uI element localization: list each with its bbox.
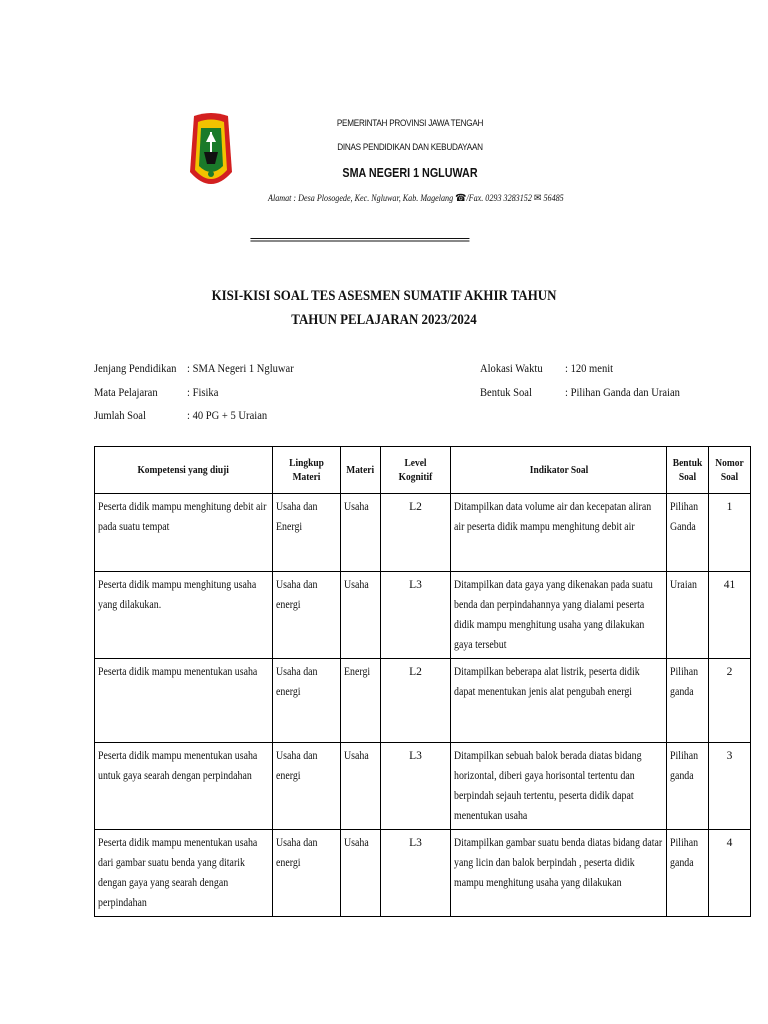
address-text: Alamat : Desa Plosogede, Kec. Ngluwar, Kab. Magelang — [268, 193, 454, 203]
mapel-label: Mata Pelajaran — [94, 385, 158, 399]
cell-kompetensi: Peserta didik mampu menghitung usaha yang dilakukan. — [95, 572, 273, 659]
alokasi-label: Alokasi Waktu — [480, 361, 543, 375]
mail-icon: ✉ — [533, 193, 542, 204]
cell-kompetensi: Peserta didik mampu menentukan usaha dari gambar suatu benda yang ditarik dengan gaya yang searah dengan perpindahan — [95, 830, 273, 917]
cell-materi: Energi — [341, 659, 381, 743]
table-row — [95, 494, 751, 572]
cell-kompetensi: Peserta didik mampu menentukan usaha untuk gaya searah dengan perpindahan — [95, 743, 273, 830]
jumlah-label: Jumlah Soal — [94, 408, 146, 422]
table-row — [95, 659, 751, 743]
provincial-emblem-icon — [186, 112, 236, 196]
header-level-kognitif: Level Kognitif — [381, 447, 451, 494]
cell-materi: Usaha — [341, 830, 381, 917]
cell-level: L2 — [381, 659, 451, 743]
kisi-kisi-table — [94, 446, 751, 917]
document-title: KISI-KISI SOAL TES ASESMEN SUMATIF AKHIR TAHUN — [211, 288, 557, 304]
cell-nomor: 2 — [709, 659, 751, 743]
cell-indikator: Ditampilkan beberapa alat listrik, peserta didik dapat menentukan jenis alat pengubah energi — [451, 659, 667, 743]
cell-lingkup: Usaha dan energi — [273, 830, 341, 917]
cell-nomor: 41 — [709, 572, 751, 659]
table-row — [95, 830, 751, 917]
cell-lingkup: Usaha dan Energi — [273, 494, 341, 572]
cell-bentuk: Pilihan Ganda — [667, 494, 709, 572]
header-kompetensi: Kompetensi yang diuji — [95, 447, 273, 494]
cell-bentuk: Uraian — [667, 572, 709, 659]
header-lingkup-materi: Lingkup Materi — [273, 447, 341, 494]
cell-level: L3 — [381, 572, 451, 659]
bentuk-value: : Pilihan Ganda dan Uraian — [565, 385, 680, 399]
phone-text: /Fax. 0293 3283152 — [466, 193, 532, 203]
cell-lingkup: Usaha dan energi — [273, 659, 341, 743]
cell-materi: Usaha — [341, 743, 381, 830]
cell-indikator: Ditampilkan data volume air dan kecepatan aliran air peserta didik mampu menghitung debit air — [451, 494, 667, 572]
cell-bentuk: Pilihan ganda — [667, 659, 709, 743]
cell-nomor: 1 — [709, 494, 751, 572]
school-name: SMA NEGERI 1 NGLUWAR — [342, 166, 478, 180]
jenjang-label: Jenjang Pendidikan — [94, 361, 177, 375]
jumlah-value: : 40 PG + 5 Uraian — [187, 408, 268, 422]
cell-nomor: 4 — [709, 830, 751, 917]
header-materi: Materi — [341, 447, 381, 494]
cell-indikator: Ditampilkan data gaya yang dikenakan pada suatu benda dan perpindahannya yang dialami peserta didik mampu menghitung usaha yang dilakukan gaya tersebut — [451, 572, 667, 659]
phone-icon: ☎ — [455, 193, 467, 204]
cell-lingkup: Usaha dan energi — [273, 572, 341, 659]
cell-level: L3 — [381, 743, 451, 830]
department-line: DINAS PENDIDIKAN DAN KEBUDAYAAN — [337, 142, 483, 153]
cell-kompetensi: Peserta didik mampu menentukan usaha — [95, 659, 273, 743]
cell-indikator: Ditampilkan gambar suatu benda diatas bidang datar yang licin dan balok berpindah , peserta didik mampu menghitung usaha yang dilakukan — [451, 830, 667, 917]
table-header-row — [95, 447, 751, 494]
header-indikator-soal: Indikator Soal — [451, 447, 667, 494]
jenjang-value: : SMA Negeri 1 Ngluwar — [187, 361, 294, 375]
separator-line: ================================================================== — [250, 236, 468, 246]
cell-materi: Usaha — [341, 494, 381, 572]
table-row — [95, 743, 751, 830]
bentuk-label: Bentuk Soal — [480, 385, 532, 399]
cell-kompetensi: Peserta didik mampu menghitung debit air pada suatu tempat — [95, 494, 273, 572]
cell-lingkup: Usaha dan energi — [273, 743, 341, 830]
header-bentuk-soal: Bentuk Soal — [667, 447, 709, 494]
address-line — [268, 193, 564, 204]
cell-bentuk: Pilihan ganda — [667, 743, 709, 830]
cell-nomor: 3 — [709, 743, 751, 830]
cell-indikator: Ditampilkan sebuah balok berada diatas bidang horizontal, diberi gaya horisontal tertentu dan berpindah sejauh tertentu, peserta didik dapat menentukan usaha — [451, 743, 667, 830]
header-nomor-soal: Nomor Soal — [709, 447, 751, 494]
postal-code: 56485 — [543, 193, 564, 203]
cell-materi: Usaha — [341, 572, 381, 659]
alokasi-value: : 120 menit — [565, 361, 614, 375]
academic-year: TAHUN PELAJARAN 2023/2024 — [291, 312, 477, 328]
cell-level: L3 — [381, 830, 451, 917]
cell-level: L2 — [381, 494, 451, 572]
government-line: PEMERINTAH PROVINSI JAWA TENGAH — [336, 118, 484, 129]
mapel-value: : Fisika — [187, 385, 219, 399]
table-row — [95, 572, 751, 659]
cell-bentuk: Pilihan ganda — [667, 830, 709, 917]
